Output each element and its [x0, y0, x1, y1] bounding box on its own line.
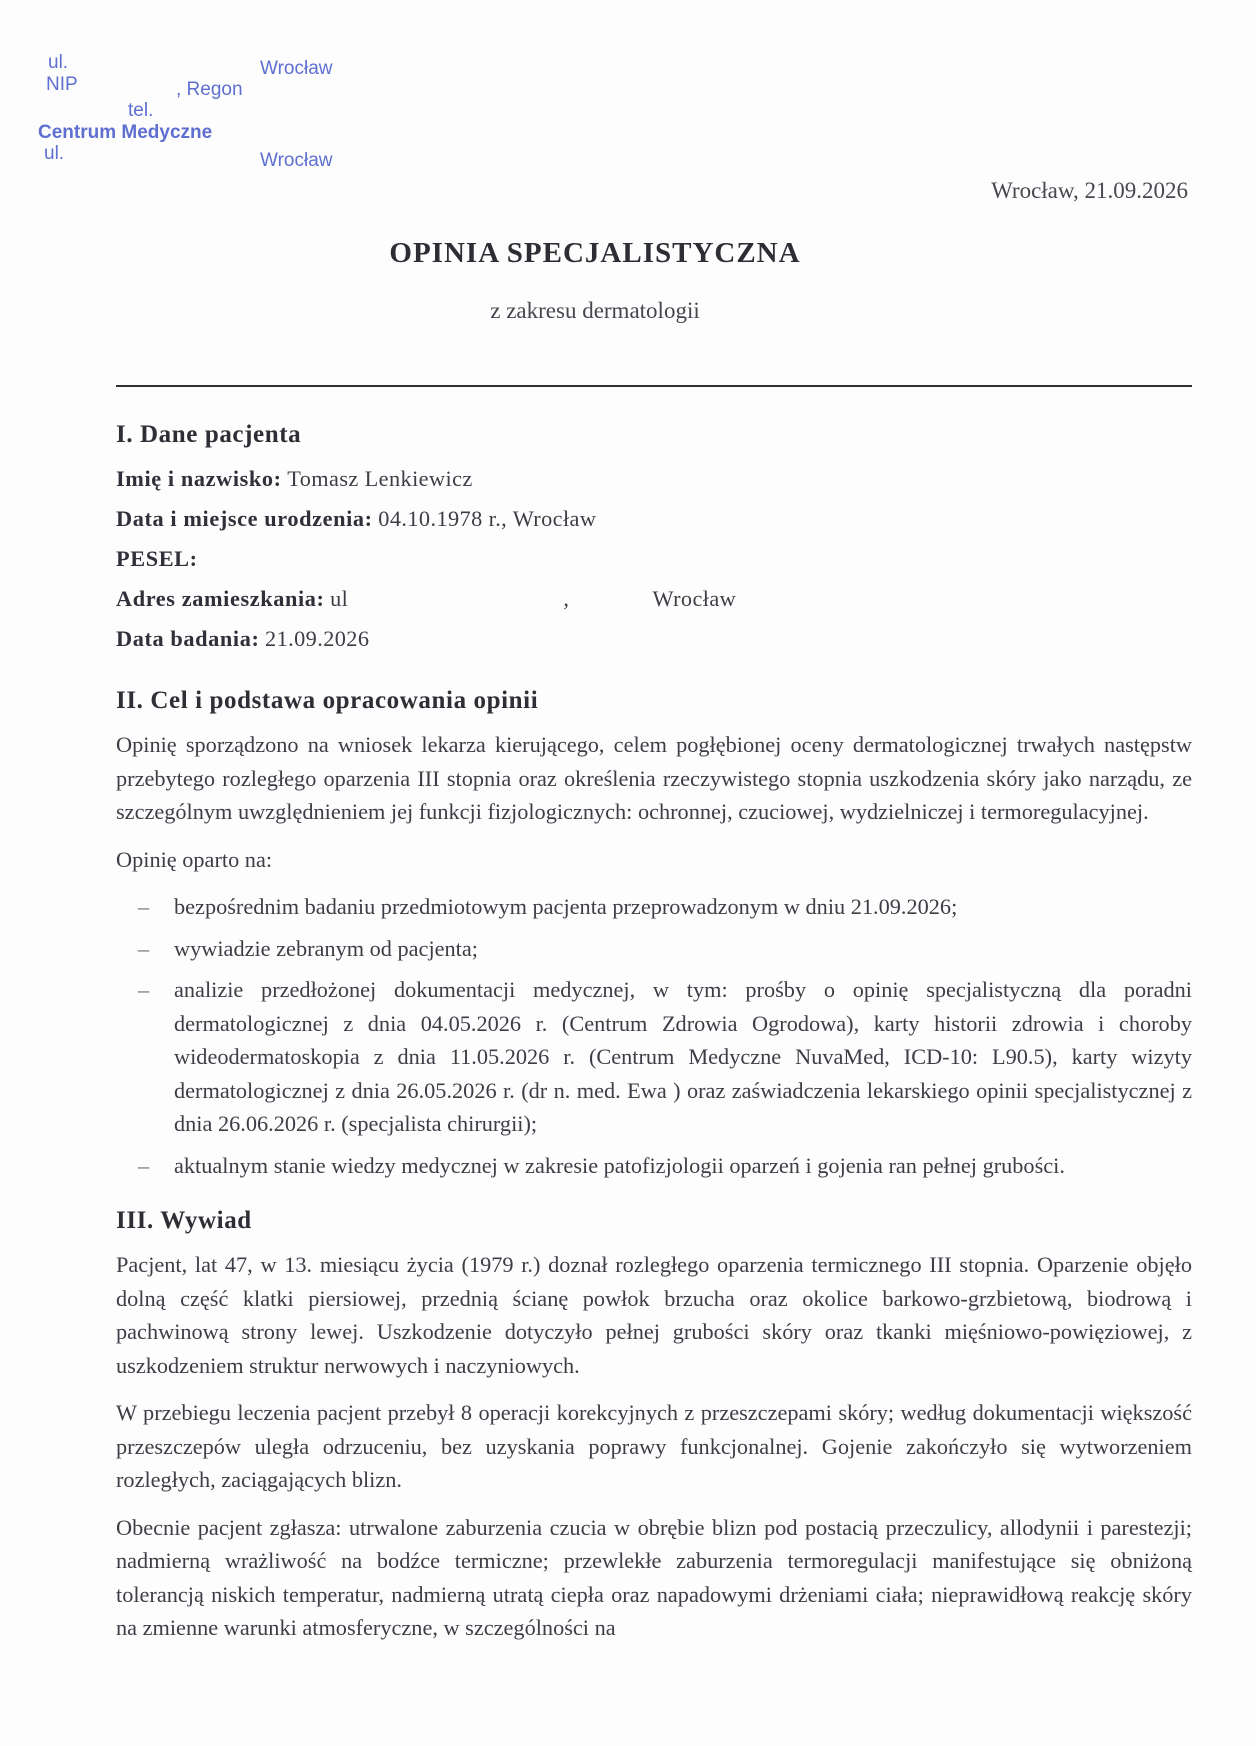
- stamp-clinic-city: Wrocław: [260, 150, 333, 171]
- stamp-clinic-street-label: ul.: [44, 143, 65, 164]
- field-name: [116, 462, 1192, 496]
- list-item: [116, 890, 1192, 924]
- field-value: Tomasz Lenkiewicz: [287, 466, 473, 491]
- list-item-text: analizie przedłożonej dokumentacji medycznej, w tym: prośby o opinię specjalistyczną dla poradni dermatologicznej z dnia 04.05.2026 r. (Centrum Zdrowia Ogrodowa), karty historii zdrowia i choroby wideodermatoskopia z dnia 11.05.2026 r. (Centrum Medyczne NuvaMed, ICD-10: L90.5), karty wizyty dermatologicznej z dnia 26.05.2026 r. (dr n. med. Ewa ) oraz zaświadczenia lekarskiego opinii specjalistycznej z dnia 26.06.2026 r. (specjalista chirurgii);: [174, 977, 1192, 1136]
- stamp-clinic-name: Centrum Medyczne: [38, 122, 213, 143]
- history-paragraph-1: Pacjent, lat 47, w 13. miesiącu życia (1979 r.) doznał rozległego oparzenia termicznego III stopnia. Oparzenie objęło dolną część klatki piersiowej, przednią ścianę powłok brzucha oraz okolice barkowo-grzbietową, biodrową i pachwinową strony lewej. Uszkodzenie dotyczyło pełnej grubości skóry oraz tkanki mięśniowo-powięziowej, z uszkodzeniem struktur nerwowych i naczyniowych.: [116, 1252, 1192, 1378]
- field-value: 04.10.1978 r., Wrocław: [378, 506, 597, 531]
- dash-marker: –: [138, 894, 150, 919]
- list-item: [116, 973, 1192, 1141]
- document-body: [116, 418, 1192, 1659]
- field-exam-date: [116, 622, 1192, 656]
- field-label: Imię i nazwisko:: [116, 466, 282, 491]
- field-value: 21.09.2026: [265, 626, 370, 651]
- dash-marker: –: [138, 1152, 150, 1178]
- list-item-text: wywiadzie zebranym od pacjenta;: [174, 935, 478, 961]
- section-1-heading: I. Dane pacjenta: [116, 421, 302, 448]
- place-and-date: Wrocław, 21.09.2026: [991, 178, 1188, 203]
- dash-marker: –: [138, 977, 150, 1002]
- section-2-heading: II. Cel i podstawa opracowania opinii: [116, 687, 539, 714]
- field-label: Data i miejsce urodzenia:: [116, 506, 373, 531]
- field-address: [116, 582, 1192, 616]
- stamp-regon-label: , Regon: [176, 79, 243, 100]
- stamp-city: Wrocław: [260, 58, 333, 79]
- field-label: Adres zamieszkania:: [116, 586, 325, 611]
- document-title: OPINIA SPECJALISTYCZNA: [389, 237, 801, 269]
- field-pesel: [116, 542, 1192, 576]
- list-item: [116, 1149, 1192, 1183]
- field-birth: [116, 502, 1192, 536]
- stamp-nip-label: NIP: [46, 74, 78, 95]
- header-divider: [116, 385, 1192, 387]
- field-value: ul , Wrocław: [330, 586, 737, 611]
- document-subtitle: z zakresu dermatologii: [490, 298, 700, 323]
- section-2-paragraph: Opinię sporządzono na wniosek lekarza kierującego, celem pogłębionej oceny dermatologicznej trwałych następstw przebytego rozległego oparzenia III stopnia oraz określenia rzeczywistego stopnia uszkodzenia skóry jako narządu, ze szczególnym uwzględnieniem jej funkcji fizjologicznych: ochronnej, czuciowej, wydzielniczej i termoregulacyjnej.: [116, 732, 1192, 824]
- basis-list: [116, 890, 1192, 1182]
- list-item: [116, 932, 1192, 966]
- history-paragraph-2: W przebiegu leczenia pacjent przebył 8 operacji korekcyjnych z przeszczepami skóry; według dokumentacji większość przeszczepów uległa odrzuceniu, bez uzyskania poprawy funkcjonalnej. Gojenie zakończyło się wytworzeniem rozległych, zaciągających blizn.: [116, 1400, 1192, 1492]
- basis-intro: Opinię oparto na:: [116, 846, 273, 872]
- stamp-street-label: ul.: [48, 52, 69, 73]
- dash-marker: –: [138, 935, 150, 961]
- history-paragraph-3: Obecnie pacjent zgłasza: utrwalone zaburzenia czucia w obrębie blizn pod postacią przeczulicy, allodynii i parestezji; nadmierną wrażliwość na bodźce termiczne; przewlekłe zaburzenia termoregulacji manifestujące się obniżoną tolerancją niskich temperatur, nadmierną utratą ciepła oraz napadowymi drżeniami ciała; nieprawidłową reakcję skóry na zmienne warunki atmosferyczne, w szczególności na: [116, 1514, 1192, 1640]
- stamp-phone-label: tel.: [128, 100, 154, 121]
- field-label: Data badania:: [116, 626, 260, 651]
- section-3-heading: III. Wywiad: [116, 1207, 252, 1234]
- list-item-text: aktualnym stanie wiedzy medycznej w zakresie patofizjologii oparzeń i gojenia ran pełnej grubości.: [174, 1152, 1065, 1178]
- field-label: PESEL:: [116, 546, 198, 571]
- list-item-text: bezpośrednim badaniu przedmiotowym pacjenta przeprowadzonym w dniu 21.09.2026;: [174, 894, 958, 919]
